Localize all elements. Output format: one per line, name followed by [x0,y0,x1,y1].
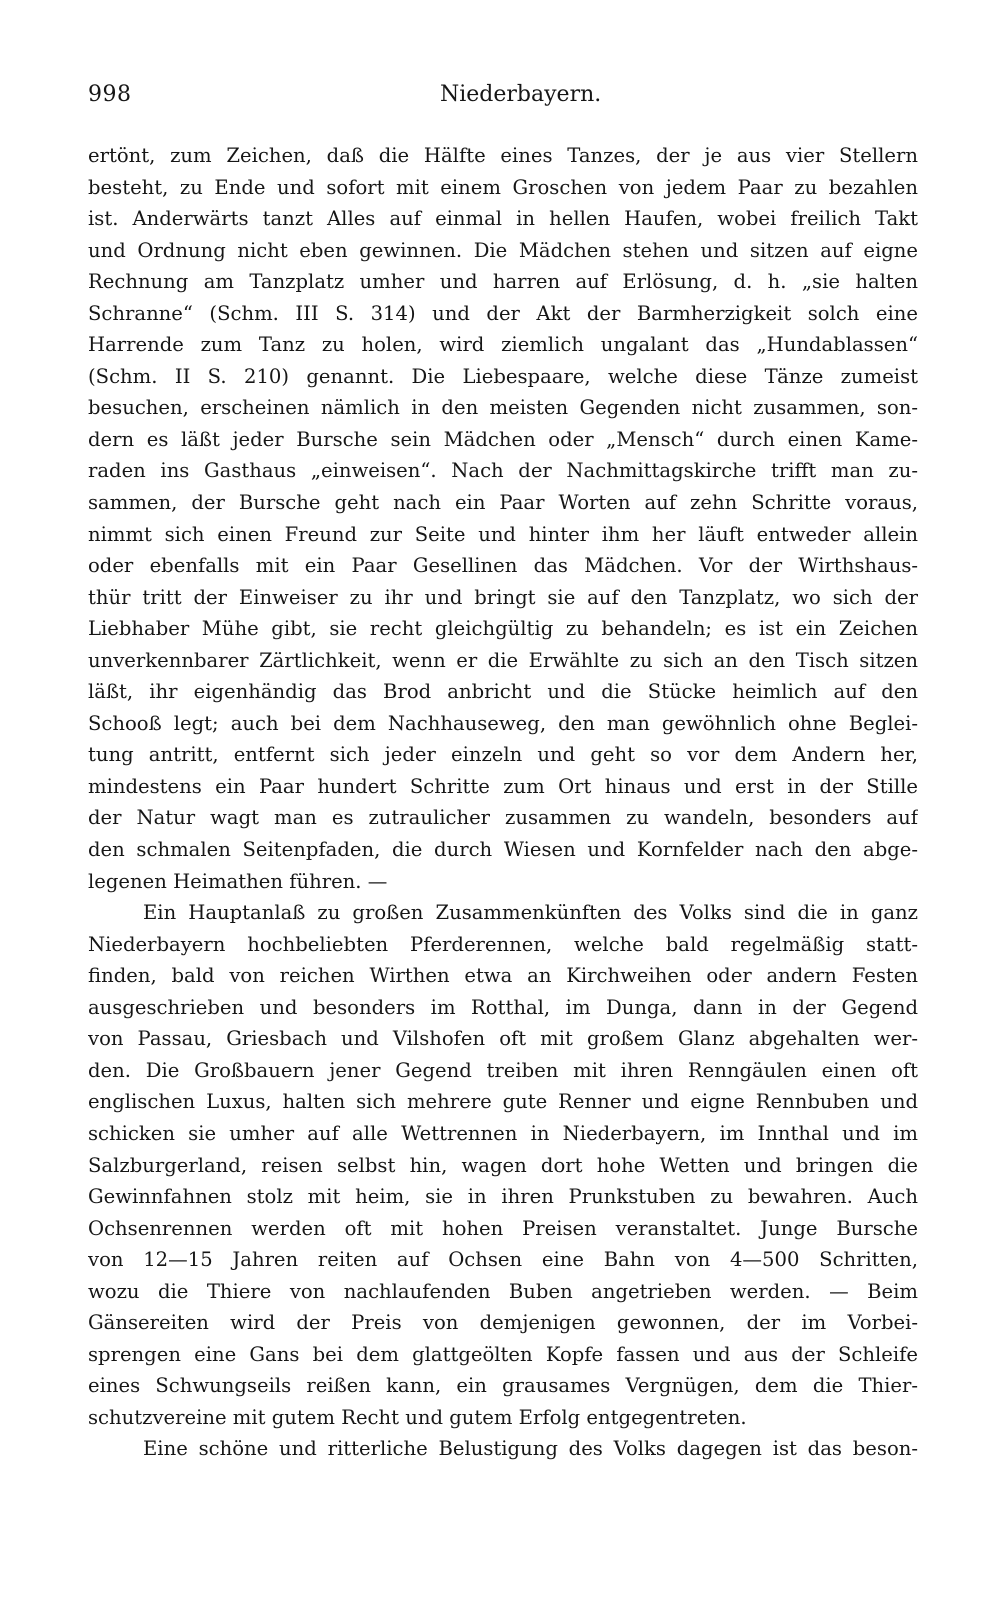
paragraph-start-line: Eine schöne und ritterliche Belustigung des Volks dagegen ist das beson- [143,1437,918,1461]
text-line: (Schm. II S. 210) genannt. Die Liebespaare, welche diese Tänze zumeist [88,364,918,388]
text-line: Gänsereiten wird der Preis von demjenigen gewonnen, der im Vorbei- [88,1311,918,1335]
text-line: Liebhaber Mühe gibt, sie recht gleichgültig zu behandeln; es ist ein Zeichen [88,617,918,641]
text-line: nimmt sich einen Freund zur Seite und hinter ihm her läuft entweder allein [88,522,918,546]
text-line: wozu die Thiere von nachlaufenden Buben angetrieben werden. — Beim [88,1279,918,1303]
text-line: mindestens ein Paar hundert Schritte zum Ort hinaus und erst in der Stille [88,774,918,798]
paragraph-end-line: schutzvereine mit gutem Recht und gutem Erfolg entgegentreten. [88,1405,747,1429]
paragraph-start-line: Ein Hauptanlaß zu großen Zusammenkünften des Volks sind die in ganz [143,901,918,925]
text-line: Harrende zum Tanz zu holen, wird ziemlich ungalant das „Hundablassen“ [88,333,918,357]
text-line: sprengen eine Gans bei dem glattgeölten Kopfe fassen und aus der Schleife [88,1342,918,1366]
text-line: schicken sie umher auf alle Wettrennen in Niederbayern, im Innthal und im [88,1121,918,1145]
text-line: besuchen, erscheinen nämlich in den meisten Gegenden nicht zusammen, son- [88,396,918,420]
text-line: Schooß legt; auch bei dem Nachhauseweg, den man gewöhnlich ohne Beglei- [88,711,918,735]
page-header [88,82,918,116]
text-line: Gewinnfahnen stolz mit heim, sie in ihren Prunkstuben zu bewahren. Auch [88,1185,918,1209]
text-line: Salzburgerland, reisen selbst hin, wagen dort hohe Wetten und bringen die [88,1153,918,1177]
text-line: unverkennbarer Zärtlichkeit, wenn er die Erwählte zu sich an den Tisch sitzen [88,648,918,672]
text-line: ist. Anderwärts tanzt Alles auf einmal in hellen Haufen, wobei freilich Takt [88,207,918,231]
page-number: 998 [88,82,132,107]
text-line: den schmalen Seitenpfaden, die durch Wiesen und Kornfelder nach den abge- [88,838,918,862]
text-line: ausgeschrieben und besonders im Rotthal, im Dunga, dann in der Gegend [88,995,918,1019]
text-line: und Ordnung nicht eben gewinnen. Die Mädchen stehen und sitzen auf eigne [88,238,918,262]
text-line: raden ins Gasthaus „einweisen“. Nach der Nachmittagskirche trifft man zu- [88,459,918,483]
text-line: sammen, der Bursche geht nach ein Paar Worten auf zehn Schritte voraus, [88,491,918,515]
text-line: oder ebenfalls mit ein Paar Gesellinen das Mädchen. Vor der Wirthshaus- [88,554,918,578]
text-line: ertönt, zum Zeichen, daß die Hälfte eines Tanzes, der je aus vier Stellern [88,144,918,167]
text-line: Rechnung am Tanzplatz umher und harren auf Erlösung, d. h. „sie halten [88,270,918,294]
text-line: thür tritt der Einweiser zu ihr und bringt sie auf den Tanzplatz, wo sich der [88,585,918,609]
text-line: Schranne“ (Schm. III S. 314) und der Akt der Barmherzigkeit solch eine [88,301,918,325]
text-line: Ochsenrennen werden oft mit hohen Preisen veranstaltet. Junge Bursche [88,1216,918,1240]
text-line: englischen Luxus, halten sich mehrere gute Renner und eigne Rennbuben und [88,1090,918,1114]
paragraph-end-line: legenen Heimathen führen. — [88,869,388,893]
text-line: von Passau, Griesbach und Vilshofen oft mit großem Glanz abgehalten wer- [88,1027,918,1051]
text-line: besteht, zu Ende und sofort mit einem Groschen von jedem Paar zu bezahlen [88,175,918,199]
page-body-text [88,140,918,1465]
text-line: den. Die Großbauern jener Gegend treiben mit ihren Renngäulen einen oft [88,1058,918,1082]
text-line: finden, bald von reichen Wirthen etwa an Kirchweihen oder andern Festen [88,964,918,988]
text-line: eines Schwungseils reißen kann, ein grausames Vergnügen, dem die Thier- [88,1374,918,1398]
text-line: der Natur wagt man es zutraulicher zusammen zu wandeln, besonders auf [88,806,918,830]
text-line: von 12—15 Jahren reiten auf Ochsen eine Bahn von 4—500 Schritten, [88,1248,918,1272]
running-title: Niederbayern. [440,82,602,107]
text-line: tung antritt, entfernt sich jeder einzeln und geht so vor dem Andern her, [88,743,918,767]
text-line: läßt, ihr eigenhändig das Brod anbricht und die Stücke heimlich auf den [88,680,918,704]
text-line: Niederbayern hochbeliebten Pferderennen, welche bald regelmäßig statt- [88,932,918,956]
text-line: dern es läßt jeder Bursche sein Mädchen oder „Mensch“ durch einen Kame- [88,427,918,451]
